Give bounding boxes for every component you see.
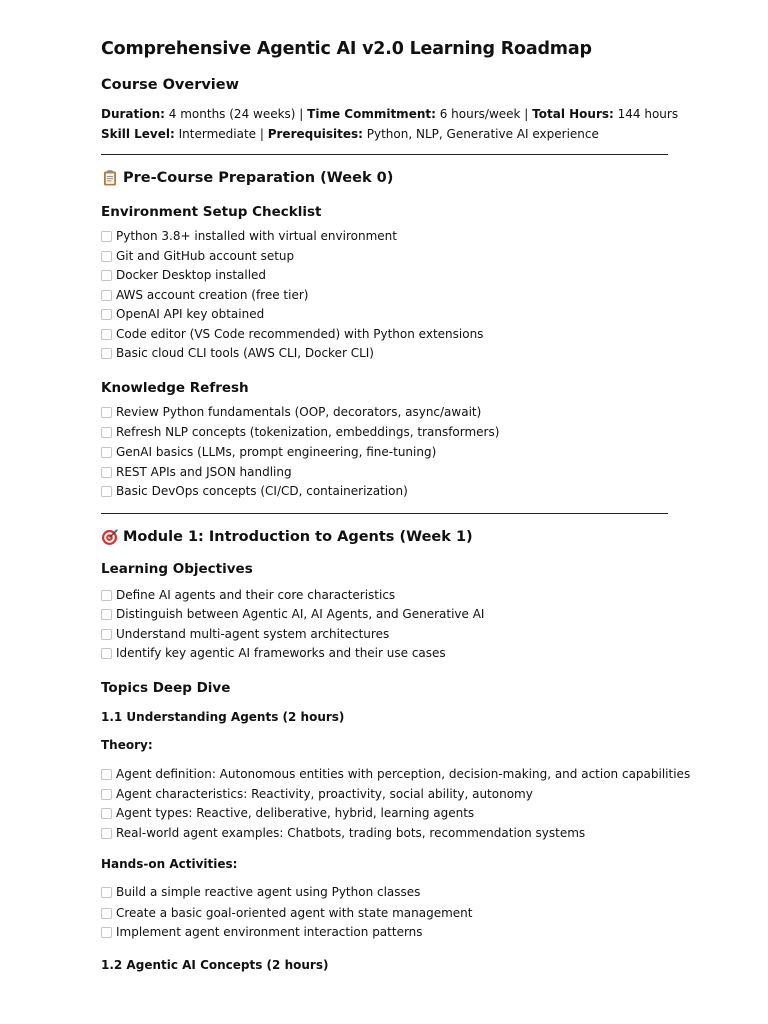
total-hours-value: 144 hours (613, 107, 679, 121)
checklist-item-label: Basic DevOps concepts (CI/CD, containerization) (116, 484, 408, 498)
checklist-item-label: REST APIs and JSON handling (116, 465, 292, 479)
checkbox[interactable] (101, 309, 112, 320)
course-overview-heading: Course Overview (101, 77, 240, 93)
checkbox[interactable] (101, 609, 112, 620)
checklist-item[interactable] (101, 627, 389, 641)
checklist-item-label: Implement agent environment interaction patterns (116, 925, 423, 939)
module1-heading (101, 528, 473, 546)
module1-heading-text: Module 1: Introduction to Agents (Week 1) (123, 529, 473, 545)
checklist-item[interactable] (101, 465, 292, 479)
checklist-item-label: Understand multi-agent system architectures (116, 627, 390, 641)
hands-on-heading: Hands-on Activities: (101, 857, 238, 871)
checklist-item-label: Build a simple reactive agent using Python classes (116, 885, 421, 899)
checkbox[interactable] (101, 769, 112, 780)
checkbox[interactable] (101, 348, 112, 359)
checkbox[interactable] (101, 648, 112, 659)
checkbox[interactable] (101, 908, 112, 919)
learning-objectives-heading: Learning Objectives (101, 561, 253, 577)
checklist-item[interactable] (101, 327, 483, 341)
checkbox[interactable] (101, 447, 112, 458)
knowledge-refresh-heading: Knowledge Refresh (101, 380, 249, 396)
checkbox[interactable] (101, 270, 112, 281)
duration-value: 4 months (24 weeks) | (164, 107, 308, 121)
precourse-heading-text: Pre-Course Preparation (Week 0) (123, 170, 394, 186)
checkbox[interactable] (101, 231, 112, 242)
topics-deep-dive-heading: Topics Deep Dive (101, 680, 231, 696)
checklist-item-label: Agent definition: Autonomous entities with perception, decision-making, and action capabilities (116, 767, 691, 781)
checklist-item[interactable] (101, 906, 473, 920)
theory-heading: Theory: (101, 738, 153, 752)
checkbox[interactable] (101, 789, 112, 800)
divider (101, 513, 668, 514)
time-commitment-label: Time Commitment: (307, 107, 436, 121)
env-setup-heading: Environment Setup Checklist (101, 204, 322, 220)
subsection-heading: 1.1 Understanding Agents (2 hours) (101, 710, 345, 724)
checkbox[interactable] (101, 629, 112, 640)
checklist-item-label: Distinguish between Agentic AI, AI Agents, and Generative AI (116, 607, 485, 621)
checklist-item-label: Python 3.8+ installed with virtual environment (116, 229, 397, 243)
checklist-item[interactable] (101, 826, 585, 840)
time-commitment-value: 6 hours/week | (435, 107, 533, 121)
checklist-item-label: OpenAI API key obtained (116, 307, 265, 321)
course-overview-details (101, 104, 681, 144)
checklist-item[interactable] (101, 425, 499, 439)
checklist-item-label: Refresh NLP concepts (tokenization, embeddings, transformers) (116, 425, 500, 439)
subsection-heading: 1.2 Agentic AI Concepts (2 hours) (101, 958, 329, 972)
checklist-item-label: Git and GitHub account setup (116, 249, 295, 263)
checklist-item-label: Agent types: Reactive, deliberative, hybrid, learning agents (116, 806, 475, 820)
skill-level-label: Skill Level: (101, 127, 175, 141)
checkbox[interactable] (101, 329, 112, 340)
checklist-item[interactable] (101, 806, 474, 820)
checklist-item-label: Review Python fundamentals (OOP, decorators, async/await) (116, 405, 482, 419)
checklist-item[interactable] (101, 885, 420, 899)
checkbox[interactable] (101, 927, 112, 938)
precourse-heading (101, 169, 393, 187)
checklist-item-label: Create a basic goal-oriented agent with state management (116, 906, 473, 920)
checklist-item[interactable] (101, 405, 481, 419)
checklist-item[interactable] (101, 249, 294, 263)
total-hours-label: Total Hours: (532, 107, 614, 121)
prerequisites-label: Prerequisites: (267, 127, 363, 141)
checklist-item-label: Identify key agentic AI frameworks and their use cases (116, 646, 446, 660)
checkbox[interactable] (101, 887, 112, 898)
checklist-item-label: AWS account creation (free tier) (116, 288, 309, 302)
prerequisites-value: Python, NLP, Generative AI experience (362, 127, 599, 141)
checklist-item-label: Docker Desktop installed (116, 268, 267, 282)
checkbox[interactable] (101, 290, 112, 301)
checkbox[interactable] (101, 590, 112, 601)
checkbox[interactable] (101, 251, 112, 262)
checkbox[interactable] (101, 427, 112, 438)
checklist-item[interactable] (101, 787, 533, 801)
target-icon (101, 528, 119, 546)
duration-label: Duration: (101, 107, 165, 121)
page-title: Comprehensive Agentic AI v2.0 Learning Roadmap (101, 39, 592, 59)
clipboard-icon (101, 169, 119, 187)
checklist-item-label: Real-world agent examples: Chatbots, trading bots, recommendation systems (116, 826, 586, 840)
checklist-item-label: Agent characteristics: Reactivity, proactivity, social ability, autonomy (116, 787, 533, 801)
checkbox[interactable] (101, 407, 112, 418)
checklist-item-label: Define AI agents and their core characteristics (116, 588, 396, 602)
checklist-item[interactable] (101, 445, 436, 459)
checkbox[interactable] (101, 828, 112, 839)
checkbox[interactable] (101, 808, 112, 819)
checklist-item[interactable] (101, 588, 395, 602)
checklist-item[interactable] (101, 767, 690, 781)
checkbox[interactable] (101, 467, 112, 478)
checklist-item[interactable] (101, 229, 397, 243)
checkbox[interactable] (101, 486, 112, 497)
checklist-item[interactable] (101, 925, 423, 939)
checklist-item[interactable] (101, 346, 374, 360)
checklist-item-label: Code editor (VS Code recommended) with Python extensions (116, 327, 484, 341)
checklist-item-label: GenAI basics (LLMs, prompt engineering, fine-tuning) (116, 445, 437, 459)
checklist-item[interactable] (101, 288, 308, 302)
checklist-item[interactable] (101, 646, 446, 660)
checklist-item[interactable] (101, 484, 408, 498)
skill-level-value: Intermediate | (174, 127, 268, 141)
checklist-item[interactable] (101, 307, 264, 321)
divider (101, 154, 668, 155)
checklist-item-label: Basic cloud CLI tools (AWS CLI, Docker CLI) (116, 346, 374, 360)
checklist-item[interactable] (101, 268, 266, 282)
checklist-item[interactable] (101, 607, 484, 621)
